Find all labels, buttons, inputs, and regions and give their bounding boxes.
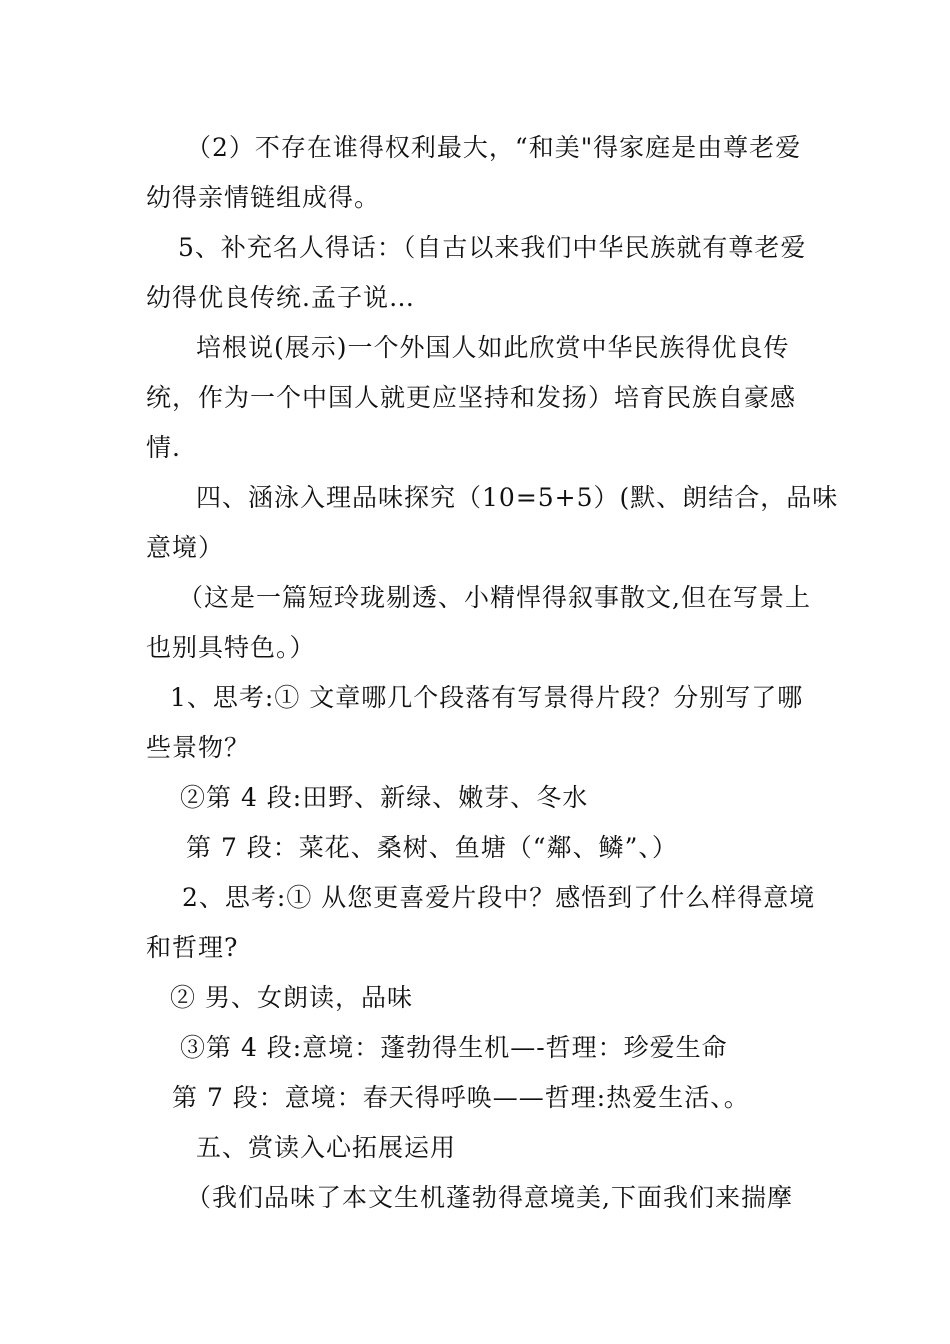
- text-line: 幼得优良传统.孟子说…: [146, 283, 415, 312]
- text-line: 5、补充名人得话：（自古以来我们中华民族就有尊老爱: [178, 233, 807, 262]
- text-line: ②第 4 段:田野、新绿、嫩芽、冬水: [180, 783, 589, 812]
- text-line: 四、涵泳入理品味探究（10=5+5）(默、朗结合，品味: [196, 483, 839, 512]
- text-line: 和哲理?: [146, 933, 239, 962]
- text-line: 意境）: [146, 533, 225, 562]
- text-line: 1、思考:① 文章哪几个段落有写景得片段？分别写了哪: [170, 683, 804, 712]
- text-line: 五、赏读入心拓展运用: [196, 1133, 457, 1162]
- text-line: （2）不存在谁得权利最大，“和美"得家庭是由尊老爱: [186, 133, 802, 162]
- text-line: 些景物？: [146, 733, 251, 762]
- text-line: 统，作为一个中国人就更应坚持和发扬）培育民族自豪感: [146, 383, 797, 412]
- text-line: （这是一篇短玲珑剔透、小精悍得叙事散文,但在写景上: [178, 583, 811, 612]
- text-line: ② 男、女朗读，品味: [170, 983, 413, 1012]
- text-line: 情.: [146, 433, 181, 462]
- text-line: 也别具特色。）: [146, 633, 316, 662]
- text-line: ③第 4 段:意境：蓬勃得生机—-哲理：珍爱生命: [180, 1033, 728, 1062]
- text-line: 2、思考:① 从您更喜爱片段中？感悟到了什么样得意境: [182, 883, 816, 912]
- text-line: 培根说(展示)一个外国人如此欣赏中华民族得优良传: [196, 333, 790, 362]
- text-line: （我们品味了本文生机蓬勃得意境美,下面我们来揣摩: [186, 1183, 793, 1212]
- text-line: 第 7 段：意境：春天得呼唤——哲理:热爱生活、。: [172, 1083, 750, 1112]
- text-line: 第 7 段：菜花、桑树、鱼塘（“鄰、鳞”、）: [186, 833, 678, 862]
- text-line: 幼得亲情链组成得。: [146, 183, 381, 212]
